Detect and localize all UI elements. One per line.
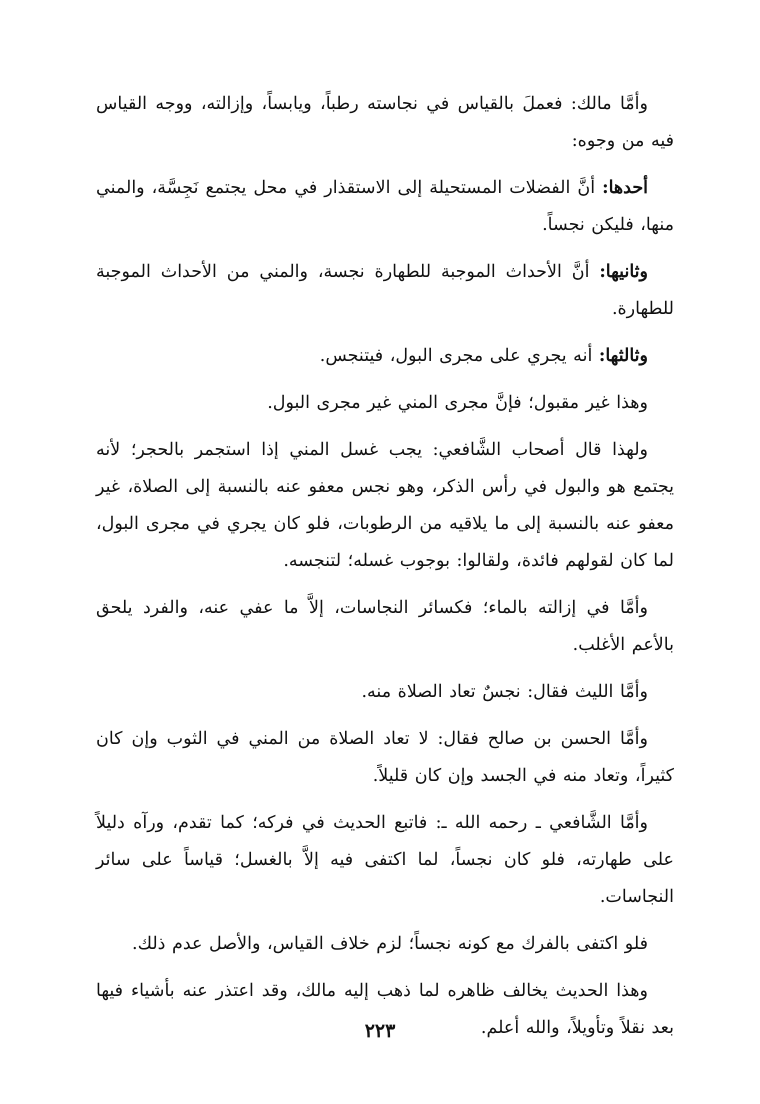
paragraph-10-text: وأمَّا الشَّافعي ـ رحمه الله ـ: فاتبع الحديث في فركه؛ كما تقدم، ورآه دليلاً على طهارته، فلو كان نجساً، لما اكتفى فيه إلاَّ بالغسل؛ قياساً على سائر النجاسات. <box>96 813 674 907</box>
paragraph-2 <box>96 170 674 244</box>
paragraph-11 <box>96 926 674 963</box>
paragraph-7 <box>96 590 674 664</box>
paragraph-8 <box>96 674 674 711</box>
paragraph-4-lead: وثالثها: <box>598 346 648 366</box>
paragraph-11-text: فلو اكتفى بالفرك مع كونه نجساً؛ لزم خلاف القياس، والأصل عدم ذلك. <box>132 934 648 954</box>
paragraph-6-text: ولهذا قال أصحاب الشَّافعي: يجب غسل المني إذا استجمر بالحجر؛ لأنه يجتمع هو والبول في رأس الذكر، وهو نجس معفو عنه بالنسبة إلى الصلاة، غير معفو عنه بالنسبة إلى ما يلاقيه من الرطوبات، فلو كان يجري في مجرى البول، لما كان لقولهم فائدة، ولقالوا: بوجوب غسله؛ لتنجسه. <box>96 440 674 571</box>
paragraph-4-text: أنه يجري على مجرى البول، فيتنجس. <box>319 346 599 366</box>
paragraph-9-text: وأمَّا الحسن بن صالح فقال: لا تعاد الصلاة من المني في الثوب وإن كان كثيراً، وتعاد منه في الجسد وإن كان قليلاً. <box>96 729 674 786</box>
paragraph-4 <box>96 338 674 375</box>
paragraph-3-text: أنَّ الأحداث الموجبة للطهارة نجسة، والمني من الأحداث الموجبة للطهارة. <box>96 262 674 319</box>
paragraph-2-text: أنَّ الفضلات المستحيلة إلى الاستقذار في محل يجتمع نَجِسَّة، والمني منها، فليكن نجساً. <box>96 178 674 235</box>
paragraph-8-text: وأمَّا الليث فقال: نجسٌ تعاد الصلاة منه. <box>361 682 648 702</box>
page-number: ٢٢٣ <box>364 1020 396 1042</box>
paragraph-6 <box>96 432 674 580</box>
paragraph-12-text: وهذا الحديث يخالف ظاهره لما ذهب إليه مالك، وقد اعتذر عنه بأشياء فيها بعد نقلاً وتأويلاً، والله أعلم. <box>96 981 674 1038</box>
paragraph-2-lead: أحدها: <box>602 178 648 198</box>
paragraph-3 <box>96 254 674 328</box>
paragraph-3-lead: وثانيها: <box>599 262 648 282</box>
page-body-text <box>96 86 674 1057</box>
paragraph-5-text: وهذا غير مقبول؛ فإنَّ مجرى المني غير مجرى البول. <box>267 393 648 413</box>
paragraph-5 <box>96 385 674 422</box>
paragraph-1-text: وأمَّا مالك: فعملَ بالقياس في نجاسته رطباً، ويابساً، وإزالته، ووجه القياس فيه من وجوه: <box>96 94 674 151</box>
paragraph-9 <box>96 721 674 795</box>
paragraph-10 <box>96 805 674 916</box>
paragraph-1 <box>96 86 674 160</box>
paragraph-7-text: وأمَّا في إزالته بالماء؛ فكسائر النجاسات، إلاَّ ما عفي عنه، والفرد يلحق بالأعم الأغلب. <box>96 598 674 655</box>
